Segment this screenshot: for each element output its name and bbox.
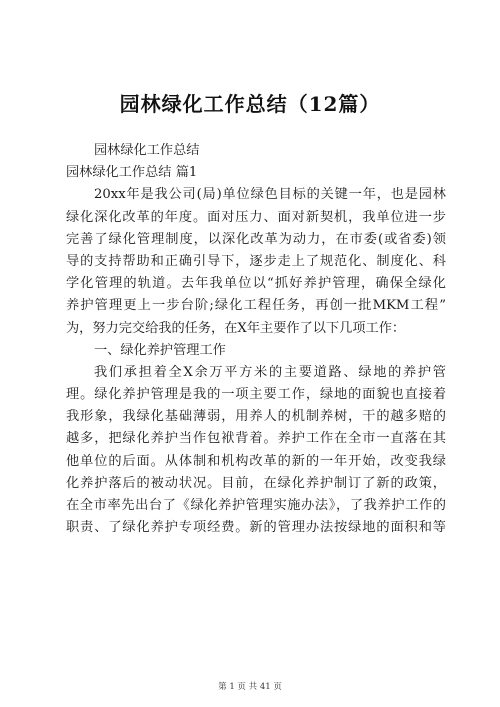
text-line: 学化管理的轨道。去年我单位以“抓好养护管理，确保全绿化 <box>66 276 446 292</box>
text-line: 职责、了绿化养护专项经费。新的管理办法按绿地的面积和等 <box>66 520 446 536</box>
text-line: 完善了绿化管理制度，以深化改革为动力，在市委(或省委)领 <box>66 231 446 247</box>
document-title: 园林绿化工作总结（12篇） <box>119 92 381 116</box>
text-line: 理。绿化养护管理是我的一项主要工作，绿地的面貌也直接着 <box>66 387 446 403</box>
text-line: 绿化深化改革的年度。面对压力、面对新契机，我单位进一步 <box>66 209 446 225</box>
text-line: 园林绿化工作总结 <box>94 143 200 158</box>
text-line: 在全市率先出台了《绿化养护管理实施办法》，了我养护工作的 <box>66 498 446 513</box>
text-line: 我们承担着全X余万平方米的主要道路、绿地的养护管 <box>94 364 446 380</box>
text-line: 我形象，我绿化基础薄弱，用养人的机制养树，干的越多赔的 <box>66 409 446 425</box>
text-line: 园林绿化工作总结 篇1 <box>66 165 198 181</box>
text-line: 他单位的后面。从体制和机构改革的新的一年开始，改变我绿 <box>66 453 446 469</box>
text-line: 为，努力完交给我的任务，在X年主要作了以下几项工作： <box>66 320 406 336</box>
text-line: 20xx年是我公司(局)单位绿色目标的关键一年，也是园林 <box>94 187 446 203</box>
text-line: 一、绿化养护管理工作 <box>94 342 226 358</box>
text-line: 越多，把绿化养护当作包袱背着。养护工作在全市一直落在其 <box>66 431 446 447</box>
text-line: 导的支持帮助和正确引导下，逐步走上了规范化、制度化、科 <box>66 253 446 269</box>
page-footer: 第 1 页 共 41 页 <box>218 682 282 692</box>
document-body <box>66 140 446 539</box>
text-line: 化养护落后的被动状况。目前，在绿化养护制订了新的政策， <box>66 475 446 491</box>
text-line: 养护管理更上一步台阶;绿化工程任务，再创一批MKM工程” <box>66 298 446 314</box>
